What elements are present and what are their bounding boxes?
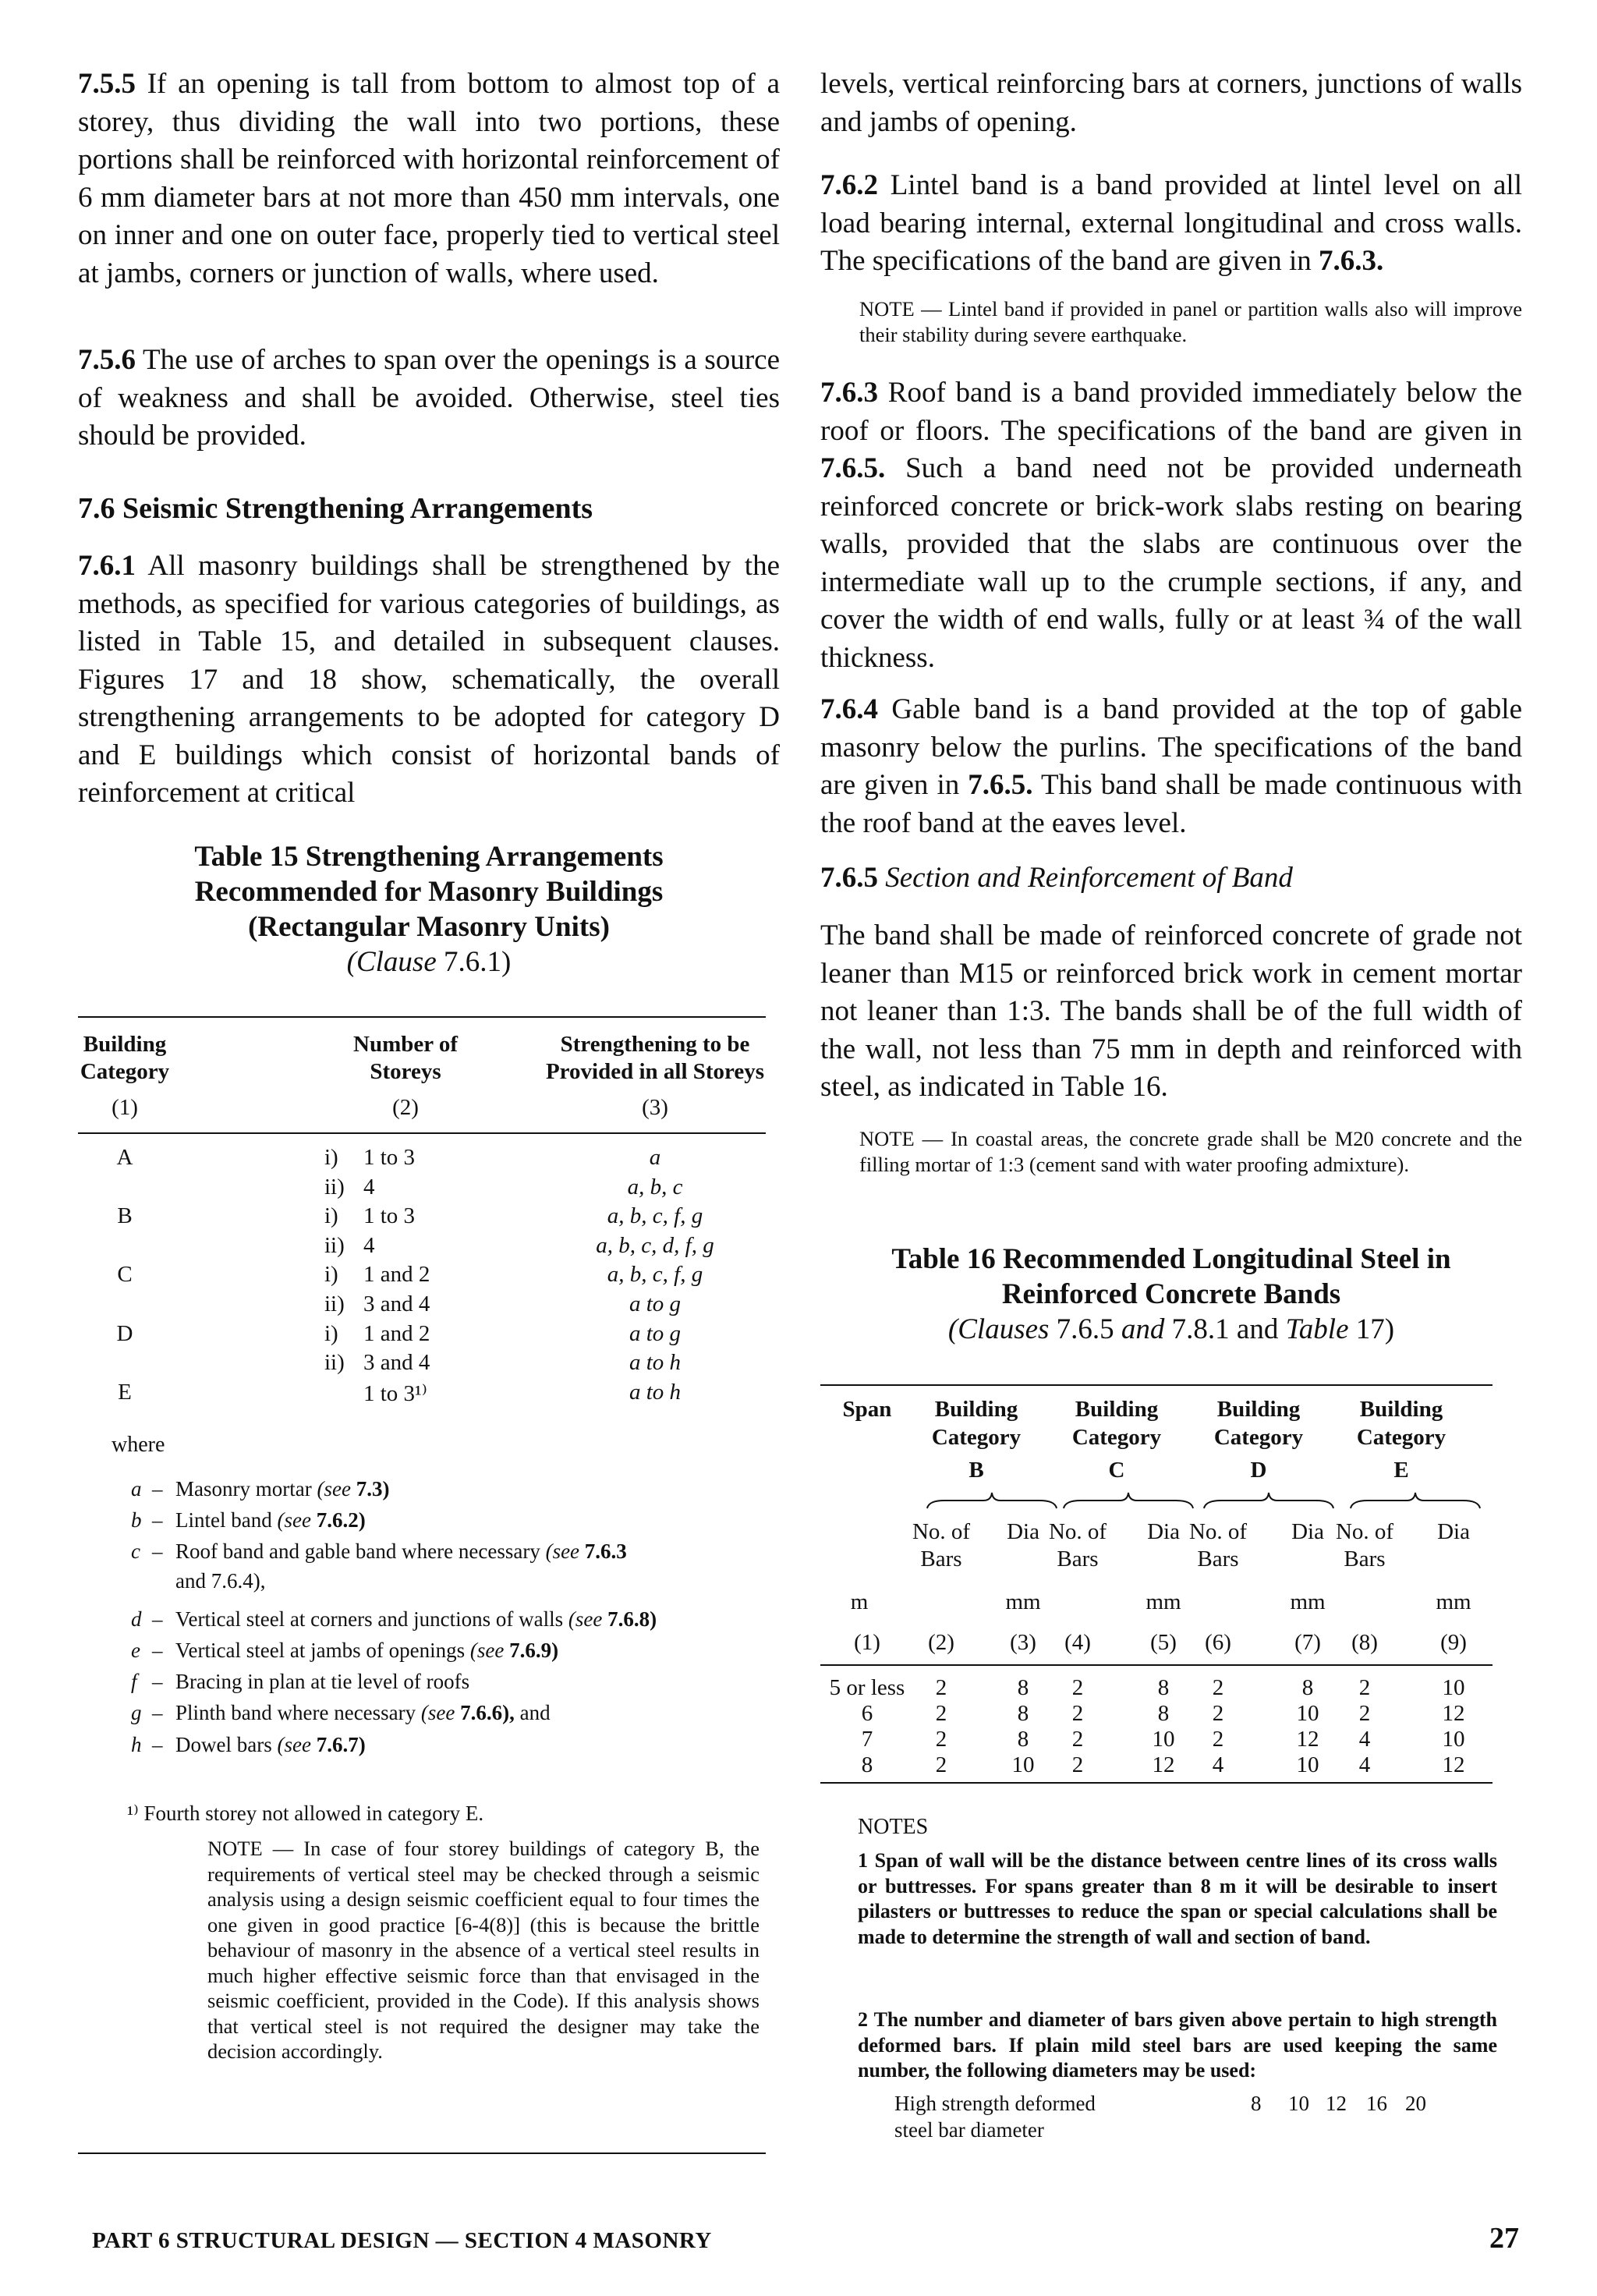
- table16-cell: 8: [1157, 1701, 1170, 1726]
- table15-header-storeys: Number of Storeys: [353, 1032, 458, 1084]
- legend-text: Plinth band where necessary (see 7.6.6), and: [175, 1701, 551, 1724]
- table16-subheader-bars: Bars: [1057, 1547, 1099, 1571]
- table16-cell: 8: [861, 1752, 873, 1777]
- table16-hs-value: 20: [1405, 2092, 1426, 2115]
- legend-key: a: [131, 1477, 142, 1501]
- table16-header-cat-letter: B: [968, 1458, 984, 1483]
- clause-7-6-1-continued: levels, vertical reinforcing bars at corners, junctions of walls and jambs of opening.: [820, 68, 1522, 138]
- table15-caption: [78, 839, 780, 980]
- table15-cell-category: E: [118, 1380, 132, 1405]
- table16-colnum: (9): [1440, 1630, 1467, 1655]
- legend-dash: –: [152, 1733, 163, 1756]
- table15-colnum-2: (2): [392, 1095, 419, 1120]
- legend-key: f: [131, 1670, 137, 1693]
- table16-cell: 2: [935, 1701, 947, 1726]
- table15-cell-storeys: 1 to 3¹⁾: [363, 1381, 427, 1406]
- table16-header-cat-letter: E: [1393, 1458, 1409, 1483]
- table16-unit-mm: mm: [1290, 1589, 1326, 1614]
- table16-cell: 2: [935, 1752, 947, 1777]
- table16-subheader-dia: Dia: [1437, 1519, 1470, 1544]
- table16-colnum: (5): [1150, 1630, 1177, 1655]
- table15-cell-storeys: 1 to 3: [363, 1203, 416, 1228]
- table15-cell-strengthening: a, b, c, d, f, g: [596, 1233, 714, 1258]
- table16-cell: 8: [1301, 1675, 1314, 1700]
- table16-header-brace: [1062, 1488, 1195, 1511]
- table15-cell-index: i): [324, 1203, 338, 1228]
- table16-cell: 4: [1358, 1727, 1371, 1752]
- legend-text: Masonry mortar (see 7.3): [175, 1477, 390, 1501]
- table16-cell: 2: [1071, 1752, 1084, 1777]
- table16-cell: 10: [1442, 1727, 1465, 1752]
- table16-header-category: Category: [1356, 1425, 1447, 1450]
- table15-clause-ref: (Clause 7.6.1): [346, 946, 512, 978]
- table16-header-brace: [1202, 1488, 1335, 1511]
- clause-7-6-3: 7.6.3 Roof band is a band provided immediately below the roof or floors. The specifications of the band are given in 7.6.5. Such a band need not be provided underneath reinforced concrete or brick-work slabs resting on bearing walls, provided that the slabs are continuous over the intermediate wall up to the crumple sections, if any, and cover the width of end walls, fully or at least ¾ of the wall thickness.: [820, 377, 1523, 674]
- table16-subheader-dia: Dia: [1007, 1519, 1039, 1544]
- clause-7-6-2-note: NOTE — Lintel band if provided in panel or partition walls also will improve their stability during severe earthquake.: [859, 297, 1522, 346]
- table16-cell: 4: [1358, 1752, 1371, 1777]
- table16-cell: 12: [1442, 1701, 1465, 1726]
- table16-cell: 2: [935, 1675, 947, 1700]
- table15-top-rule: [78, 1016, 766, 1018]
- table16-header-building: Building: [1216, 1397, 1301, 1422]
- table16-cell: 2: [1212, 1727, 1224, 1752]
- table16-cell: 10: [1296, 1701, 1319, 1726]
- table16-subheader-no-of: No. of: [1335, 1519, 1394, 1544]
- table15-cell-category: B: [117, 1203, 133, 1228]
- table15-cell-index: ii): [324, 1175, 345, 1199]
- table16-cell: 2: [1358, 1701, 1371, 1726]
- table16-bottom-rule: [820, 1782, 1493, 1784]
- table15-cell-strengthening: a to h: [629, 1380, 682, 1405]
- table15-note: NOTE — In case of four storey buildings of category B, the requirements of vertical steel may be checked through a seismic analysis using a design seismic coefficient equal to four times the one given in good practice [6-4(8)] (this is because the brittle behaviour of masonry in the absence of a vertical steel results in much higher effective seismic force than that envisaged in the seismic coefficient, provided in the Code). If this analysis shows that vertical steel is not required the designer may take the decision accordingly.: [207, 1837, 760, 2063]
- table15-cell-storeys: 3 and 4: [363, 1292, 430, 1316]
- clause-7-6-2: 7.6.2 Lintel band is a band provided at lintel level on all load bearing internal, external longitudinal and cross walls. The specifications of the band are given in 7.6.3.: [820, 169, 1522, 277]
- table16-cell: 2: [1212, 1701, 1224, 1726]
- table15-cell-index: i): [324, 1321, 338, 1346]
- table15-footnote: ¹⁾ Fourth storey not allowed in category E.: [127, 1802, 484, 1825]
- legend-dash: –: [152, 1477, 163, 1501]
- table16-cell: 2: [1071, 1701, 1084, 1726]
- legend-dash: –: [152, 1607, 163, 1631]
- table16-subheader-bars: Bars: [1344, 1547, 1386, 1571]
- legend-text-cont: and 7.6.4),: [175, 1569, 266, 1593]
- table16-header-building: Building: [1359, 1397, 1443, 1422]
- table16-cell: 2: [1071, 1675, 1084, 1700]
- table15-cell-category: A: [116, 1145, 133, 1170]
- table15-bottom-rule: [78, 2152, 766, 2154]
- table15-cell-storeys: 1 to 3: [363, 1145, 416, 1170]
- legend-dash: –: [152, 1701, 163, 1724]
- table16-cell: 2: [1071, 1727, 1084, 1752]
- table16-subheader-bars: Bars: [1197, 1547, 1239, 1571]
- table16-cell: 4: [1212, 1752, 1224, 1777]
- table15-cell-strengthening: a, b, c, f, g: [607, 1262, 703, 1287]
- legend-dash: –: [152, 1639, 163, 1662]
- table16-hs-value: 8: [1251, 2092, 1262, 2115]
- table16-cell: 10: [1442, 1675, 1465, 1700]
- table16-header-cat-letter: D: [1250, 1458, 1267, 1483]
- page-number: 27: [1489, 2222, 1519, 2255]
- table15-cell-index: ii): [324, 1292, 345, 1316]
- table16-clause-ref: (Clauses 7.6.5 and 7.8.1 and Table 17): [947, 1313, 1395, 1345]
- table15-cell-strengthening: a to g: [629, 1292, 682, 1316]
- table15-header-category: Building Category: [80, 1032, 170, 1084]
- table16-unit-mm: mm: [1005, 1589, 1041, 1614]
- table16-cell: 2: [1358, 1675, 1371, 1700]
- legend-key: h: [131, 1733, 142, 1756]
- table16-cell: 10: [1296, 1752, 1319, 1777]
- table15-header-rule: [78, 1132, 766, 1134]
- table15-caption-line2: Recommended for Masonry Buildings: [194, 876, 664, 908]
- table15-cell-storeys: 1 and 2: [363, 1262, 430, 1287]
- table16-cell: 12: [1296, 1727, 1319, 1752]
- table16-cell: 8: [1017, 1701, 1029, 1726]
- table16-header-brace: [1349, 1488, 1482, 1511]
- table15-cell-strengthening: a: [649, 1145, 661, 1170]
- legend-key: b: [131, 1508, 142, 1532]
- table15-cell-storeys: 4: [363, 1175, 375, 1199]
- table15-cell-strengthening: a, b, c: [627, 1175, 683, 1199]
- legend-text: Vertical steel at corners and junctions of walls (see 7.6.8): [175, 1607, 657, 1631]
- table16-colnum: (3): [1010, 1630, 1036, 1655]
- table16-colnum: (4): [1064, 1630, 1091, 1655]
- clause-7-6-5: The band shall be made of reinforced concrete of grade not leaner than M15 or reinforced brick work in cement mortar not leaner than 1:3. The bands shall be of the full width of the wall, not less than 75 mm in depth and reinforced with steel, as indicated in Table 16.: [820, 919, 1522, 1103]
- table16-note-1: 1 Span of wall will be the distance between centre lines of its cross walls or buttresses. For spans greater than 8 m it will be desirable to insert pilasters or buttresses to reduce the span or special calculations shall be made to determine the strength of wall and section of band.: [858, 1849, 1498, 1948]
- legend-dash: –: [152, 1670, 163, 1693]
- legend-text: Dowel bars (see 7.6.7): [175, 1733, 366, 1756]
- table16-hs-label: High strength deformed steel bar diameter: [894, 2092, 1096, 2142]
- table16-header-brace: [926, 1488, 1058, 1511]
- table15-cell-index: ii): [324, 1233, 345, 1258]
- table16-cell: 8: [1157, 1675, 1170, 1700]
- table15-cell-strengthening: a to h: [629, 1350, 682, 1375]
- table16-header-category: Category: [1071, 1425, 1162, 1450]
- clause-7-6-5-note: NOTE — In coastal areas, the concrete grade shall be M20 concrete and the filling mortar of 1:3 (cement sand with water proofing admixture).: [859, 1127, 1522, 1176]
- table16-caption-line2: Reinforced Concrete Bands: [1001, 1278, 1341, 1310]
- table16-hs-value: 10: [1288, 2092, 1309, 2115]
- table15-colnum-3: (3): [642, 1095, 668, 1120]
- table16-unit-mm: mm: [1146, 1589, 1181, 1614]
- table16-header-span: Span: [842, 1397, 892, 1422]
- legend-key: c: [131, 1540, 140, 1563]
- table16-cell: 6: [861, 1701, 873, 1726]
- legend-text: Roof band and gable band where necessary (see 7.6.3: [175, 1540, 627, 1563]
- table15-caption-line3: (Rectangular Masonry Units): [248, 911, 610, 943]
- table16-cell: 5 or less: [829, 1675, 905, 1700]
- table16-header-cat-letter: C: [1108, 1458, 1125, 1483]
- legend-key: g: [131, 1701, 142, 1724]
- table16-subheader-dia: Dia: [1147, 1519, 1180, 1544]
- table15-caption-line1: Table 15 Strengthening Arrangements: [194, 841, 664, 873]
- table15-cell-storeys: 3 and 4: [363, 1350, 430, 1375]
- table16-header-building: Building: [934, 1397, 1018, 1422]
- table16-header-building: Building: [1075, 1397, 1159, 1422]
- table15-cell-storeys: 4: [363, 1233, 375, 1258]
- clause-7-5-6: 7.5.6 The use of arches to span over the openings is a source of weakness and shall be avoided. Otherwise, steel ties should be provided.: [78, 344, 780, 452]
- table16-caption-line1: Table 16 Recommended Longitudinal Steel in: [891, 1243, 1451, 1275]
- table15-cell-category: D: [116, 1321, 133, 1346]
- table16-cell: 7: [861, 1727, 873, 1752]
- table16-header-category: Category: [1213, 1425, 1304, 1450]
- table16-hs-value: 12: [1326, 2092, 1347, 2115]
- table16-subheader-bars: Bars: [920, 1547, 962, 1571]
- table16-cell: 10: [1011, 1752, 1035, 1777]
- table15-cell-strengthening: a, b, c, f, g: [607, 1203, 703, 1228]
- table16-header-category: Category: [931, 1425, 1022, 1450]
- table16-cell: 8: [1017, 1727, 1029, 1752]
- table16-top-rule: [820, 1384, 1493, 1386]
- clause-7-5-5: 7.5.5 If an opening is tall from bottom to almost top of a storey, thus dividing the wall into two portions, these portions shall be reinforced with horizontal reinforcement of 6 mm diameter bars at not more than 450 mm intervals, one on inner and one on outer face, properly tied to vertical steel at jambs, corners or junction of walls, where used.: [78, 68, 781, 289]
- table15-header-strengthening: Strengthening to be Provided in all Storeys: [545, 1032, 765, 1084]
- table15-cell-index: i): [324, 1262, 338, 1287]
- clause-7-6-1: 7.6.1 All masonry buildings shall be strengthened by the methods, as specified for various categories of buildings, as listed in Table 15, and detailed in subsequent clauses. Figures 17 and 18 show, schematically, the overall strengthening arrangements to be adopted for category D and E buildings which consist of horizontal bands of reinforcement at critical: [78, 550, 780, 809]
- table15-cell-category: C: [117, 1262, 133, 1287]
- table16-colnum: (2): [928, 1630, 954, 1655]
- table16-subheader-no-of: No. of: [1188, 1519, 1248, 1544]
- legend-text: Vertical steel at jambs of openings (see 7.6.9): [175, 1639, 559, 1662]
- table16-colnum: (6): [1205, 1630, 1231, 1655]
- legend-key: d: [131, 1607, 142, 1631]
- table15-cell-index: i): [324, 1145, 338, 1170]
- table16-note-2: 2 The number and diameter of bars given above pertain to high strength deformed bars. If plain mild steel bars are used keeping the same number, the following diameters may be used:: [858, 2008, 1497, 2082]
- legend-key: e: [131, 1639, 140, 1662]
- table16-cell: 12: [1152, 1752, 1175, 1777]
- legend-dash: –: [152, 1508, 163, 1532]
- legend-text: Lintel band (see 7.6.2): [175, 1508, 366, 1532]
- table16-cell: 8: [1017, 1675, 1029, 1700]
- table15-cell-strengthening: a to g: [629, 1321, 682, 1346]
- table15-cell-index: ii): [324, 1350, 345, 1375]
- table16-caption: [820, 1242, 1522, 1347]
- table16-colnum: (8): [1351, 1630, 1378, 1655]
- table16-subheader-dia: Dia: [1291, 1519, 1324, 1544]
- table16-unit-m: m: [850, 1589, 869, 1614]
- table16-cell: 10: [1152, 1727, 1175, 1752]
- table16-subheader-no-of: No. of: [912, 1519, 971, 1544]
- legend-text: Bracing in plan at tie level of roofs: [175, 1670, 470, 1693]
- table16-header-rule: [820, 1664, 1493, 1666]
- table15-where: where: [112, 1433, 165, 1457]
- clause-7-6-5-title: 7.6.5 Section and Reinforcement of Band: [820, 862, 1293, 894]
- table16-cell: 12: [1442, 1752, 1465, 1777]
- table16-subheader-no-of: No. of: [1048, 1519, 1107, 1544]
- table16-colnum: (1): [854, 1630, 880, 1655]
- clause-7-6-4: 7.6.4 Gable band is a band provided at the top of gable masonry below the purlins. The specifications of the band are given in 7.6.5. This band shall be made continuous with the roof band at the eaves level.: [820, 693, 1522, 839]
- legend-dash: –: [152, 1540, 163, 1563]
- table15-colnum-1: (1): [112, 1095, 138, 1120]
- page-footer: PART 6 STRUCTURAL DESIGN — SECTION 4 MASONRY: [92, 2228, 712, 2253]
- table16-unit-mm: mm: [1436, 1589, 1471, 1614]
- table16-notes-title: NOTES: [858, 1815, 929, 1839]
- table16-cell: 2: [935, 1727, 947, 1752]
- table15-cell-storeys: 1 and 2: [363, 1321, 430, 1346]
- table16-hs-value: 16: [1366, 2092, 1387, 2115]
- table16-colnum: (7): [1294, 1630, 1321, 1655]
- section-heading-7-6: 7.6 Seismic Strengthening Arrangements: [78, 492, 593, 525]
- table16-cell: 2: [1212, 1675, 1224, 1700]
